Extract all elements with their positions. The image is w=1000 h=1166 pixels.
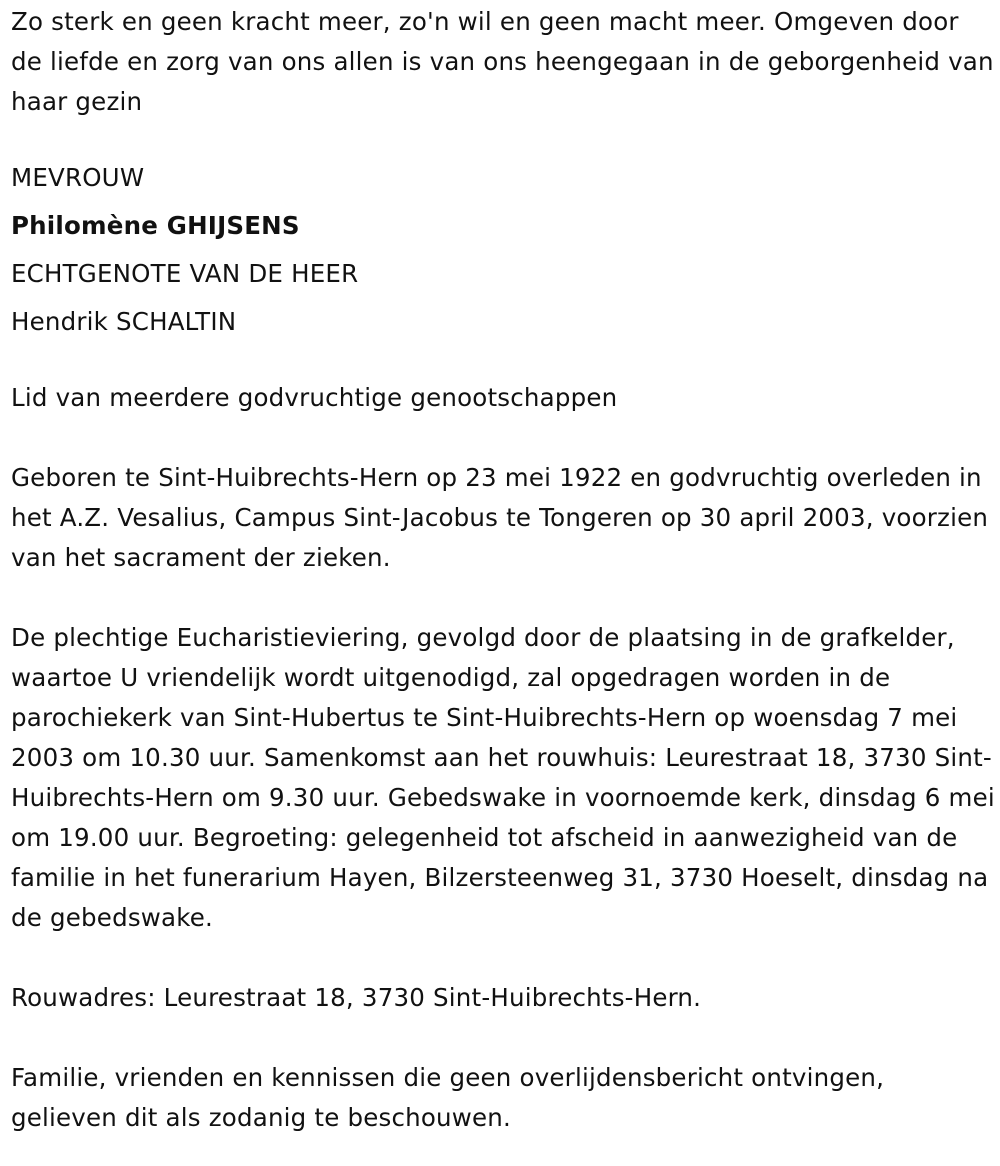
birth-death-paragraph: Geboren te Sint-Huibrechts-Hern op 23 mei 1922 en godvruchtig overleden in het A.Z. Vesalius, Campus Sint-Jacobus te Tongeren op 30 april 2003, voorzien van het sacrament der zieken. [11, 463, 989, 572]
ceremony-paragraph: De plechtige Eucharistieviering, gevolgd door de plaatsing in de grafkelder, waartoe U vriendelijk wordt uitgenodigd, zal opgedragen worden in de parochiekerk van Sint-Hubertus te Sint-Huibrechts-Hern op woensdag 7 mei 2003 om 10.30 uur. Samenkomst aan het rouwhuis: Leurestraat 18, 3730 Sint-Huibrechts-Hern om 9.30 uur. Gebedswake in voornoemde kerk, dinsdag 6 mei om 19.00 uur. Begroeting: gelegenheid tot afscheid in aanwezigheid van de familie in het funerarium Hayen, Bilzersteenweg 31, 3730 Hoeselt, dinsdag na de gebedswake. [11, 623, 995, 932]
address-paragraph: Rouwadres: Leurestraat 18, 3730 Sint-Huibrechts-Hern. [11, 983, 702, 1012]
spouse-relation: ECHTGENOTE VAN DE HEER [11, 259, 359, 288]
deceased-title: MEVROUW [11, 163, 145, 192]
deceased-name: Philomène GHIJSENS [11, 211, 300, 240]
obituary-document [11, 2, 996, 1138]
membership-paragraph: Lid van meerdere godvruchtige genootschappen [11, 383, 618, 412]
deceased-block [11, 154, 996, 346]
intro-paragraph: Zo sterk en geen kracht meer, zo'n wil en geen macht meer. Omgeven door de liefde en zorg van ons allen is van ons heengegaan in de geborgenheid van haar gezin [11, 7, 994, 116]
spouse-name: Hendrik SCHALTIN [11, 307, 237, 336]
closing-paragraph: Familie, vrienden en kennissen die geen overlijdensbericht ontvingen, gelieven dit als zodanig te beschouwen. [11, 1063, 885, 1132]
